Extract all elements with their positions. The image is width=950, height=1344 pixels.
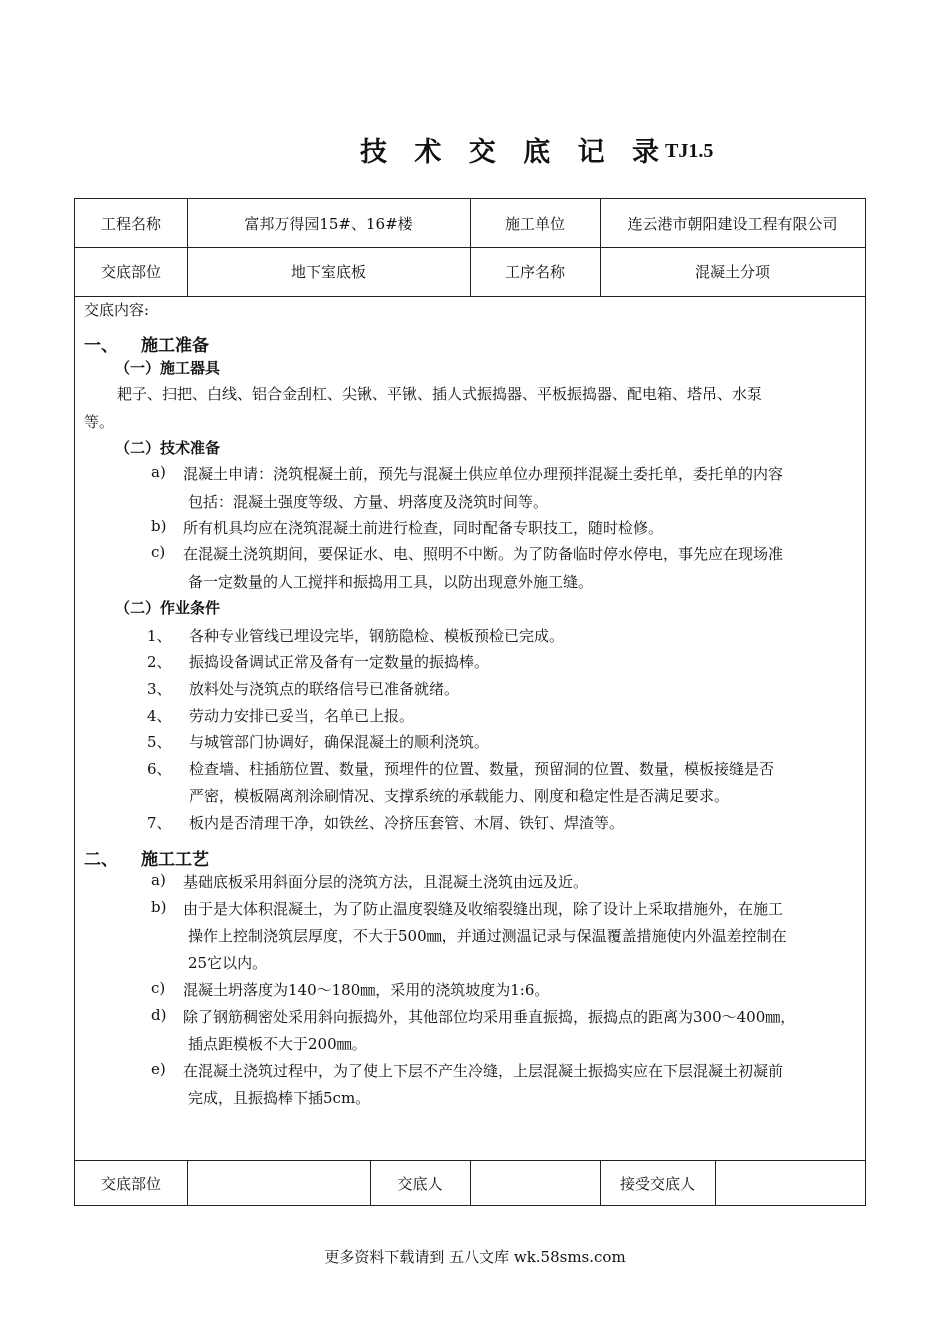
section-1-title: 施工准备 <box>141 336 209 356</box>
document-title: 技 术 交 底 记 录 <box>360 137 668 168</box>
cond-2-line1: 振捣设备调试正常及备有一定数量的振捣棒。 <box>189 653 490 671</box>
tech-b-line1: 所有机具均应在浇筑混凝土前进行检查，同时配备专职技工，随时检修。 <box>183 519 664 537</box>
project-name-label: 工程名称 <box>100 214 161 233</box>
document-code: TJ1.5 <box>665 140 714 162</box>
tools-text: 耙子、扫把、白线、铝合金刮杠、尖锹、平锹、插人式振捣器、平板振捣器、配电箱、塔吊、水泵 <box>117 385 763 403</box>
disclosure-table <box>74 198 866 1206</box>
cond-3-mark: 3、 <box>147 680 172 698</box>
cond-7-mark: 7、 <box>147 814 172 832</box>
cond-4-line1: 劳动力安排已妥当，名单已上报。 <box>189 707 415 725</box>
proc-e-line1: 在混凝土浇筑过程中，为了使上下层不产生冷缝，上层混凝土振捣实应在下层混凝土初凝前 <box>183 1062 784 1080</box>
cond-6-line1: 检查墙、柱插筋位置、数量，预埋件的位置、数量，预留洞的位置、数量，模板接缝是否 <box>189 760 775 778</box>
proc-b-line3: 25它以内。 <box>188 954 268 972</box>
proc-c-mark: c) <box>151 979 166 997</box>
location-label: 交底部位 <box>100 263 161 281</box>
footer-location-label: 交底部位 <box>100 1174 161 1193</box>
proc-b-line1: 由于是大体积混凝土，为了防止温度裂缝及收缩裂缝出现，除了设计上采取措施外，在施工 <box>183 900 784 918</box>
download-footer: 更多资料下载请到 五八文库 wk.58sms.com <box>324 1248 626 1266</box>
cond-2-mark: 2、 <box>147 653 172 671</box>
proc-d-line2: 插点距模板不大于200㎜。 <box>188 1035 367 1053</box>
tech-c-line2: 备一定数量的人工搅拌和振捣用工具，以防出现意外施工缝。 <box>188 573 594 591</box>
tech-c-line1: 在混凝土浇筑期间，要保证水、电、照明不中断。为了防备临时停水停电，事先应在现场准 <box>183 545 784 563</box>
contractor-value: 连云港市朝阳建设工程有限公司 <box>627 214 838 233</box>
subsection-tools-title: （一）施工器具 <box>115 359 221 377</box>
contractor-label: 施工单位 <box>504 214 565 233</box>
section-1-number: 一、 <box>84 336 118 356</box>
discloser-label: 交底人 <box>397 1174 443 1193</box>
process-value: 混凝土分项 <box>694 263 770 281</box>
tech-c-mark: c) <box>151 543 166 561</box>
section-2-title: 施工工艺 <box>141 850 209 870</box>
proc-a-line1: 基础底板采用斜面分层的浇筑方法，且混凝土浇筑由远及近。 <box>183 873 589 891</box>
tech-a-mark: a) <box>151 463 166 481</box>
tech-a-line1: 混凝土申请：浇筑棍凝土前，预先与混凝土供应单位办理预拌混凝土委托单，委托单的内容 <box>183 465 784 483</box>
proc-d-line1: 除了钢筋稠密处采用斜向振捣外，其他部位均采用垂直振捣，振捣点的距离为300～400㎜， <box>183 1008 796 1026</box>
discloser-value[interactable] <box>470 1160 600 1206</box>
section-2-number: 二、 <box>84 850 118 870</box>
proc-d-mark: d) <box>151 1006 167 1024</box>
cond-6-mark: 6、 <box>147 760 172 778</box>
recipient-label: 接受交底人 <box>619 1174 695 1193</box>
subsection-tech-title: （二）技术准备 <box>115 439 221 457</box>
recipient-value[interactable] <box>715 1160 865 1206</box>
subsection-conditions-title: （二）作业条件 <box>115 599 221 617</box>
project-name-value: 富邦万得园15#、16#楼 <box>244 214 413 233</box>
row-divider <box>75 296 865 297</box>
proc-b-mark: b) <box>151 898 167 916</box>
content-label: 交底内容: <box>84 301 150 319</box>
proc-c-line1: 混凝土坍落度为140～180㎜，采用的浇筑坡度为1:6。 <box>183 981 550 999</box>
cond-3-line1: 放料处与浇筑点的联络信号已准备就绪。 <box>189 680 460 698</box>
cond-4-mark: 4、 <box>147 707 172 725</box>
cond-1-line1: 各种专业管线已埋设完毕，钢筋隐检、模板预检已完成。 <box>189 627 565 645</box>
cond-5-mark: 5、 <box>147 733 172 751</box>
footer-location-value[interactable] <box>187 1160 370 1206</box>
location-value: 地下室底板 <box>290 263 366 281</box>
cond-7-line1: 板内是否清理干净，如铁丝、冷挤压套管、木屑、铁钉、焊渣等。 <box>189 814 625 832</box>
cond-5-line1: 与城管部门协调好，确保混凝土的顺利浇筑。 <box>189 733 490 751</box>
tools-text-cont: 等。 <box>84 413 115 431</box>
proc-b-line2: 操作上控制浇筑层厚度，不大于500㎜，并通过测温记录与保温覆盖措施使内外温差控制在 <box>188 927 787 945</box>
tech-b-mark: b) <box>151 517 167 535</box>
cond-1-mark: 1、 <box>147 627 172 645</box>
tech-a-line2: 包括：混凝土强度等级、方量、坍落度及浇筑时间等。 <box>188 493 549 511</box>
proc-a-mark: a) <box>151 871 166 889</box>
cond-6-line2: 严密，模板隔离剂涂刷情况、支撑系统的承载能力、刚度和稳定性是否满足要求。 <box>189 787 730 805</box>
process-label: 工序名称 <box>504 263 565 281</box>
proc-e-line2: 完成，且振捣棒下插5cm。 <box>188 1089 371 1107</box>
proc-e-mark: e) <box>151 1060 166 1078</box>
